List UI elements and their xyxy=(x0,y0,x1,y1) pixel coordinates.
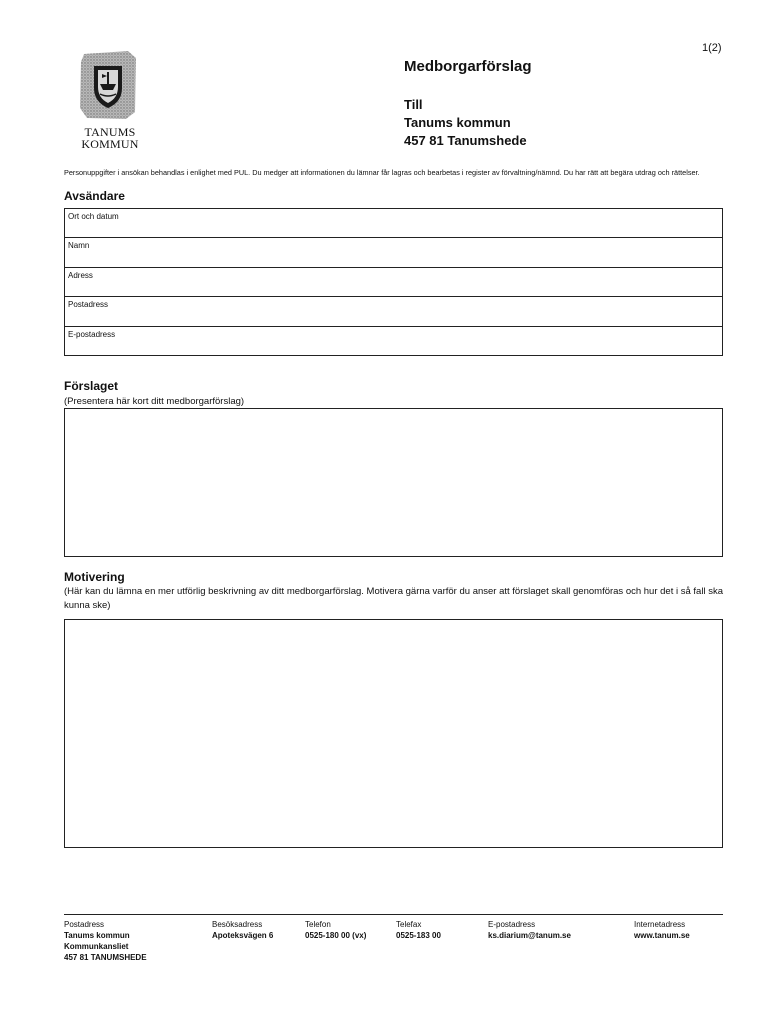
field-label: Namn xyxy=(68,241,90,251)
sender-form xyxy=(64,208,723,356)
coat-of-arms-icon xyxy=(78,50,138,120)
logo-text: TANUMS KOMMUN xyxy=(81,125,139,151)
email-field[interactable] xyxy=(65,327,722,356)
postal-address-field[interactable] xyxy=(65,297,722,326)
footer-visit: Besöksadress Apoteksvägen 6 xyxy=(212,920,274,940)
proposal-heading: Förslaget xyxy=(64,379,119,393)
date-location-field[interactable] xyxy=(65,209,722,238)
footer-postal: Postadress Tanums kommun Kommunkansliet 457 81 TANUMSHEDE xyxy=(64,920,147,962)
proposal-textarea[interactable] xyxy=(64,408,723,557)
recipient-line: 457 81 Tanumshede xyxy=(404,133,527,148)
motivation-textarea[interactable] xyxy=(64,619,723,848)
municipality-logo xyxy=(68,50,144,150)
footer-phone: Telefon 0525-180 00 (vx) xyxy=(305,920,367,940)
page-number: 1(2) xyxy=(702,42,722,54)
name-field[interactable] xyxy=(65,238,722,267)
address-field[interactable] xyxy=(65,268,722,297)
recipient-line: Tanums kommun xyxy=(404,115,511,130)
page-title: Medborgarförslag xyxy=(404,58,532,75)
recipient-address xyxy=(404,96,527,150)
field-label: Ort och datum xyxy=(68,212,119,221)
motivation-heading: Motivering xyxy=(64,570,125,584)
recipient-line: Till xyxy=(404,97,423,112)
footer-email: E-postadress ks.diarium@tanum.se xyxy=(488,920,571,940)
proposal-instruction: (Presentera här kort ditt medborgarförslag) xyxy=(64,396,245,407)
privacy-note: Personuppgifter i ansökan behandlas i enlighet med PUL. Du medger att informationen du lämnar får lagras och bearbetas i register av förvaltning/nämnd. Du har rätt att begära utdrag och rättelser. xyxy=(64,168,700,177)
field-label: Postadress xyxy=(68,300,109,310)
field-label: E-postadress xyxy=(68,329,116,339)
footer xyxy=(64,914,723,962)
sender-heading: Avsändare xyxy=(64,189,125,203)
motivation-instruction: (Här kan du lämna en mer utförlig beskrivning av ditt medborgarförslag. Motivera gärna varför du anser att förslaget skall genomföras och hur det i så fall ska kunna ske) xyxy=(64,586,723,611)
footer-web: Internetadress www.tanum.se xyxy=(634,920,690,940)
field-label: Adress xyxy=(68,270,93,280)
footer-fax: Telefax 0525-183 00 xyxy=(396,920,441,940)
